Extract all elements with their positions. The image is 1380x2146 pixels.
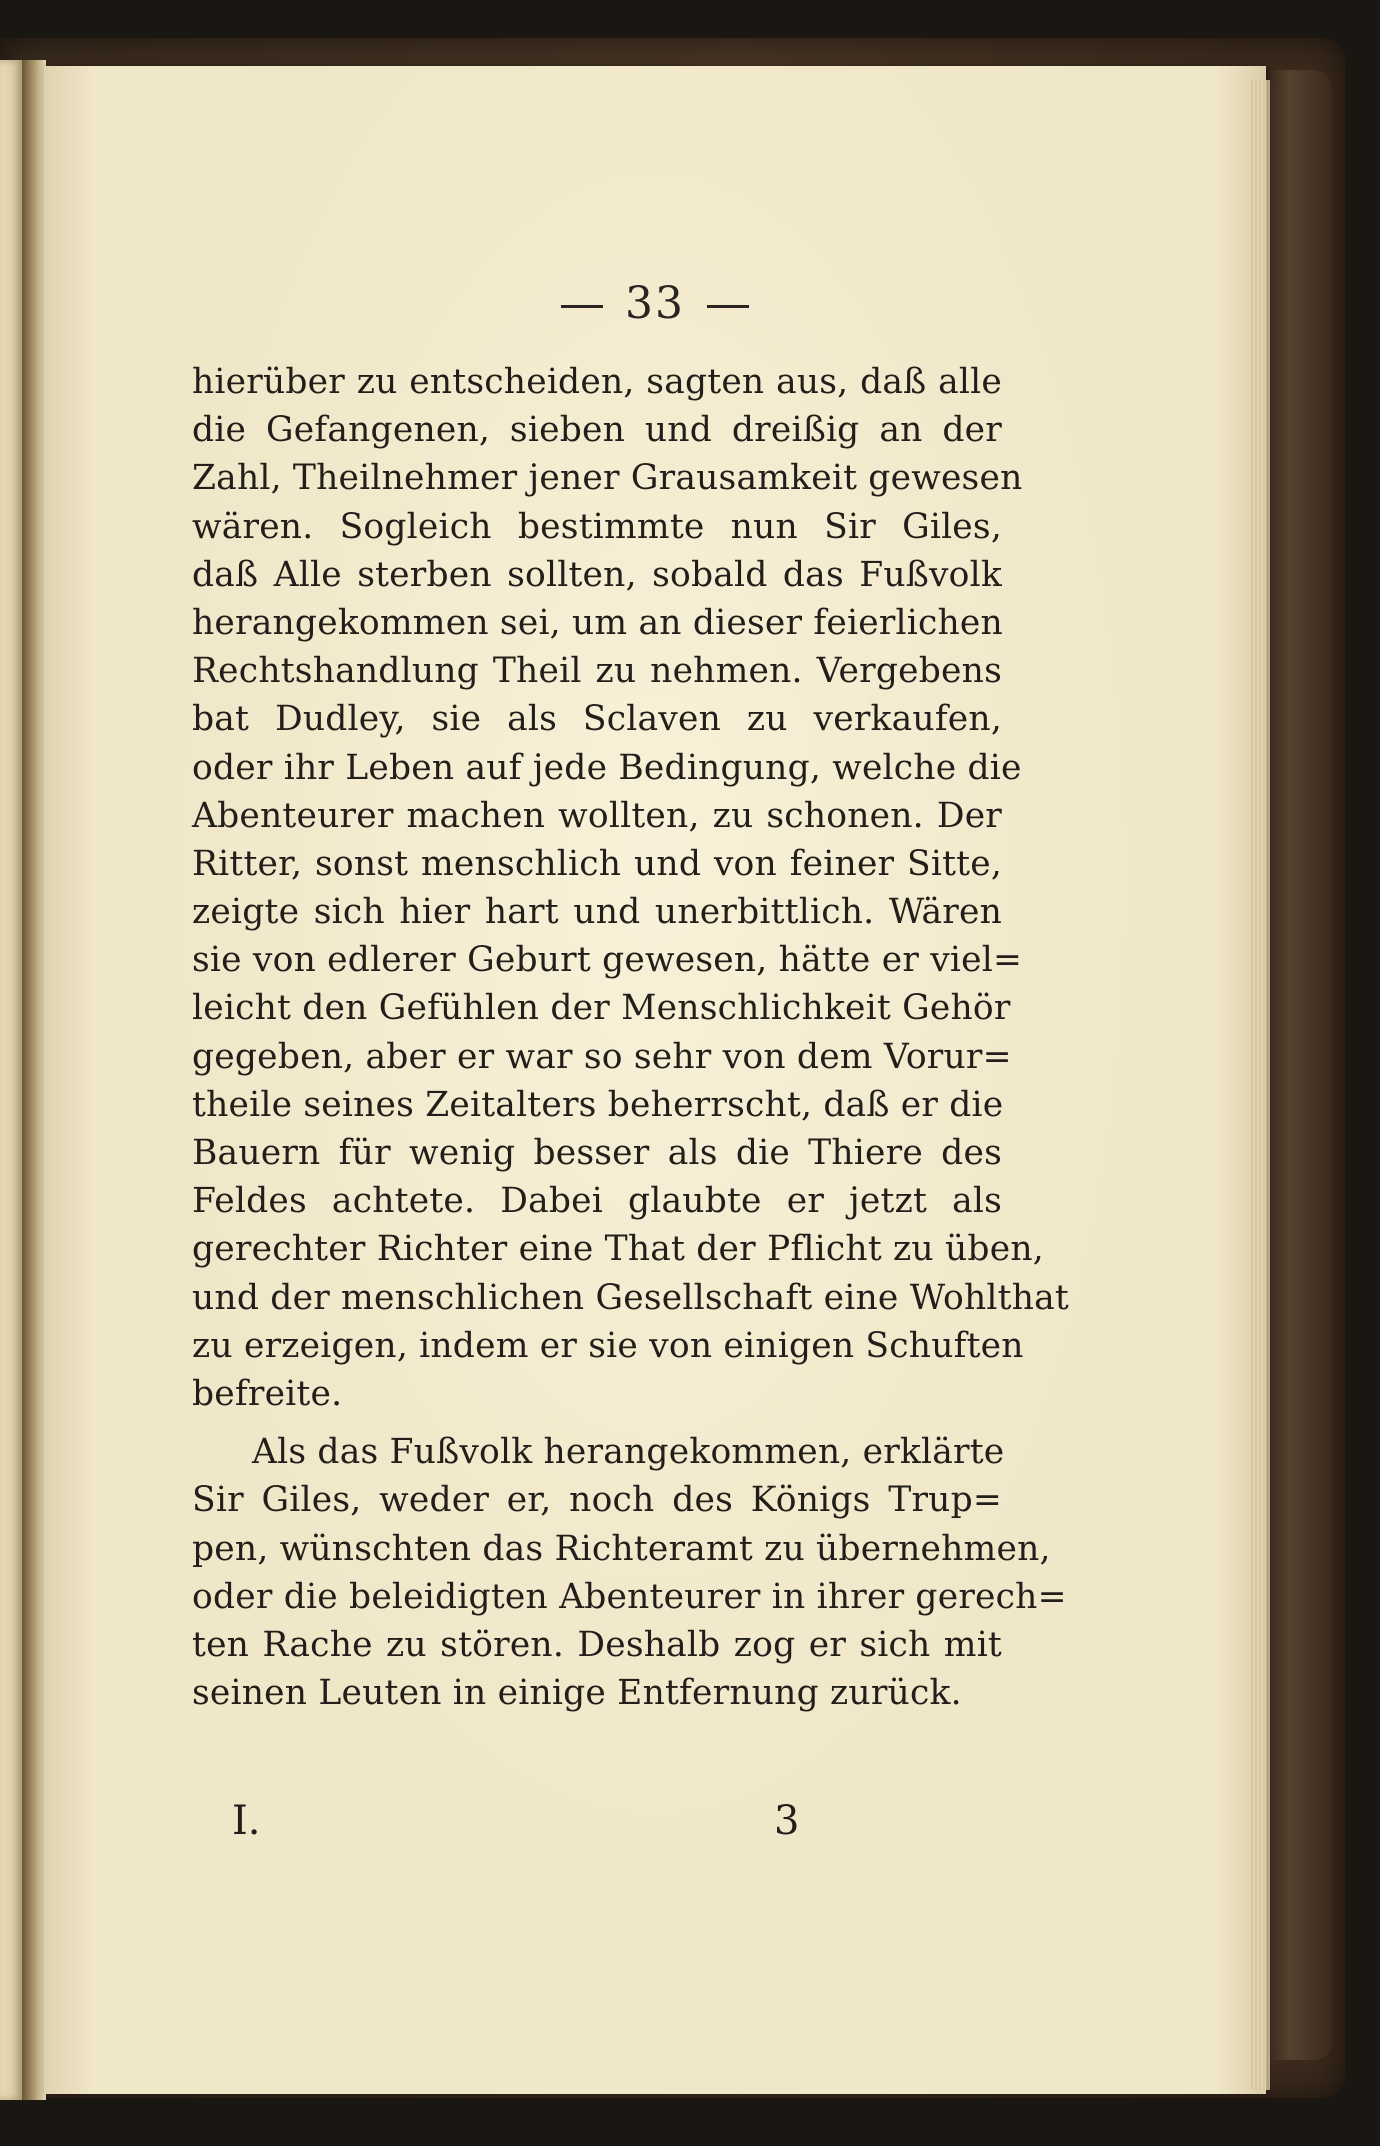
text-line: zeigte sich hier hart und unerbittlich. Wären (192, 892, 1002, 933)
signature-number: 3 (774, 1798, 800, 1844)
signature-mark: I. (232, 1798, 261, 1844)
header-dash-left (561, 305, 603, 308)
text-line: oder die beleidigten Abenteurer in ihrer gerech= (192, 1576, 1067, 1617)
text-line: Abenteurer machen wollten, zu schonen. Der (192, 795, 1002, 836)
text-line: gerechter Richter eine That der Pflicht zu üben, (192, 1229, 1044, 1270)
previous-page-edge (0, 60, 22, 2100)
text-line: herangekommen sei, um an dieser feierlichen (192, 602, 1003, 643)
text-line: ten Rache zu stören. Deshalb zog er sich mit (192, 1624, 1002, 1665)
text-line: daß Alle sterben sollten, sobald das Fußvolk (192, 554, 1002, 595)
text-line: leicht den Gefühlen der Menschlichkeit Gehör (192, 988, 1011, 1029)
text-line: und der menschlichen Gesellschaft eine Wohlthat (192, 1277, 1069, 1318)
paragraph-2 (192, 1428, 1067, 1717)
paragraph-gap (192, 1418, 1002, 1428)
text-line: Bauern für wenig besser als die Thiere des (192, 1133, 1002, 1173)
text-line: hierüber zu entscheiden, sagten aus, daß alle (192, 362, 1002, 402)
text-line: theile seines Zeitalters beherrscht, daß er die (192, 1084, 1004, 1125)
paragraph-1 (192, 358, 1069, 1418)
text-line: pen, wünschten das Richteramt zu übernehmen, (192, 1528, 1051, 1569)
text-line: wären. Sogleich bestimmte nun Sir Giles, (192, 506, 1002, 547)
text-line: zu erzeigen, indem er sie von einigen Schuften (192, 1325, 1024, 1366)
text-line: Feldes achtete. Dabei glaubte er jetzt als (192, 1181, 1002, 1222)
page-stack-edges (1250, 80, 1270, 2090)
text-line: oder ihr Leben auf jede Bedingung, welche die (192, 747, 1022, 788)
text-line: Sir Giles, weder er, noch des Königs Trup= (192, 1480, 1002, 1521)
text-line: Als das Fußvolk herangekommen, erklärte (252, 1432, 1005, 1473)
cover-edge (1262, 70, 1332, 2060)
page-number: 33 (625, 278, 685, 329)
text-line: sie von edlerer Geburt gewesen, hätte er viel= (192, 940, 1023, 981)
page-header (44, 278, 1266, 329)
header-dash-right (707, 305, 749, 308)
text-line: befreite. (192, 1373, 343, 1414)
text-line: Rechtshandlung Theil zu nehmen. Vergebens (192, 651, 1002, 692)
text-line: Zahl, Theilnehmer jener Grausamkeit gewesen (192, 458, 1023, 499)
text-line: Ritter, sonst menschlich und von feiner Sitte, (192, 843, 1002, 884)
page-body-text (192, 358, 1069, 1717)
text-line: gegeben, aber er war so sehr von dem Vorur= (192, 1036, 1012, 1077)
text-line: seinen Leuten in einige Entfernung zurück. (192, 1673, 962, 1714)
text-line: bat Dudley, sie als Sclaven zu verkaufen, (192, 699, 1002, 740)
text-line: die Gefangenen, sieben und dreißig an der (192, 410, 1002, 451)
book-gutter (22, 60, 46, 2100)
